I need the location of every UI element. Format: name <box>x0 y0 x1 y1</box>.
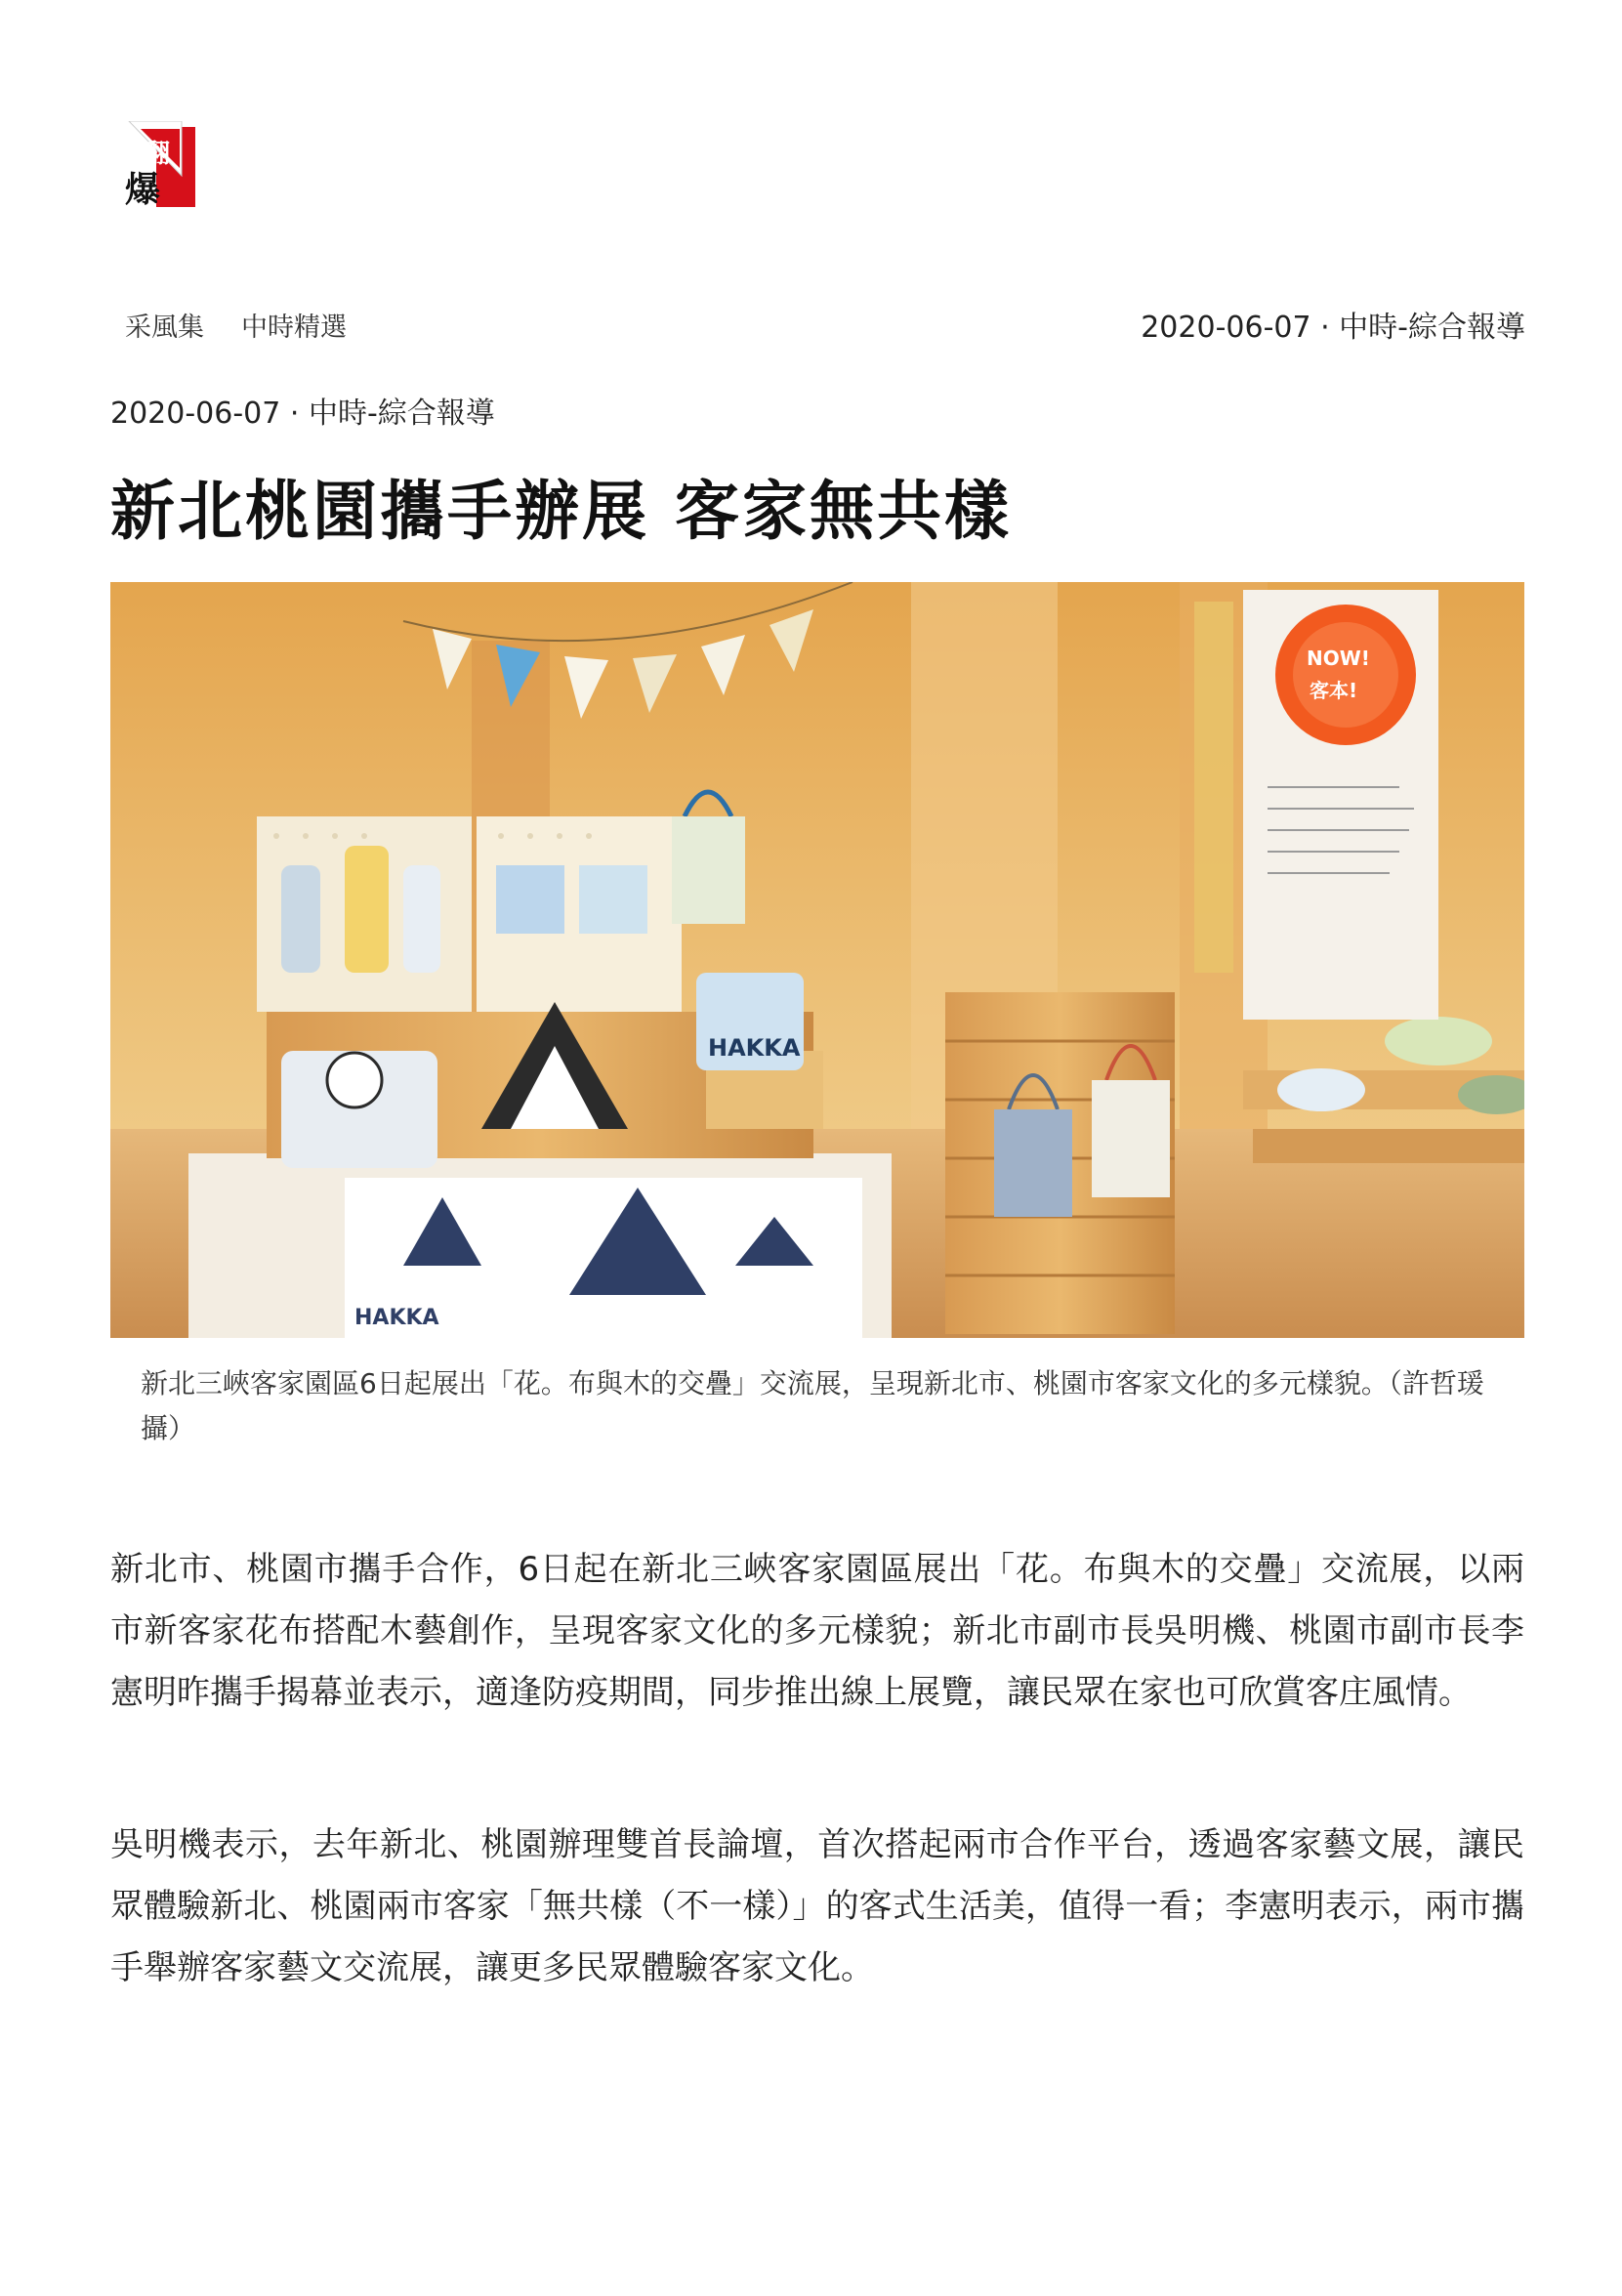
article-photo <box>110 582 1524 1338</box>
hakka-sign-text: HAKKA <box>708 1034 801 1062</box>
banner-text-now: NOW! <box>1307 647 1370 670</box>
exhibition-photo <box>110 582 1524 1338</box>
svg-text:翻: 翻 <box>145 140 171 169</box>
baofan-logo-icon <box>121 121 197 209</box>
site-logo[interactable] <box>121 121 197 209</box>
table-banner-text: HAKKA <box>354 1306 439 1330</box>
article-dateline: 2020-06-07 · 中時-綜合報導 <box>110 397 495 431</box>
breadcrumb-item[interactable]: 采風集 <box>125 312 204 343</box>
top-bar <box>125 305 1525 344</box>
breadcrumb <box>125 306 347 344</box>
article-paragraph: 吳明機表示，去年新北、桃園辦理雙首長論壇，首次搭起兩市合作平台，透過客家藝文展，讓民眾體驗新北、桃園兩市客家「無共樣（不一樣）」的客式生活美，值得一看；李憲明表示，兩市攜手舉辦客家藝文交流展，讓更多民眾體驗客家文化。 <box>110 1825 1524 1987</box>
breadcrumb-item[interactable]: 中時精選 <box>241 312 347 343</box>
banner-text-hakka: 客本! <box>1310 679 1358 702</box>
article-paragraph: 新北市、桃園市攜手合作，6日起在新北三峽客家園區展出「花。布與木的交疊」交流展，以兩市新客家花布搭配木藝創作，呈現客家文化的多元樣貌；新北市副市長吳明機、桃園市副市長李憲明昨攜手揭幕並表示，適逢防疫期間，同步推出線上展覽，讓民眾在家也可欣賞客庄風情。 <box>110 1550 1524 1712</box>
article-headline: 新北桃園攜手辦展 客家無共樣 <box>110 474 1012 549</box>
article-meta: 2020-06-07 · 中時-綜合報導 <box>1141 311 1525 345</box>
photo-caption: 新北三峽客家園區6日起展出「花。布與木的交疊」交流展，呈現新北市、桃園市客家文化的多元樣貌。（許哲瑗攝） <box>141 1367 1484 1444</box>
svg-text:爆: 爆 <box>125 170 161 209</box>
